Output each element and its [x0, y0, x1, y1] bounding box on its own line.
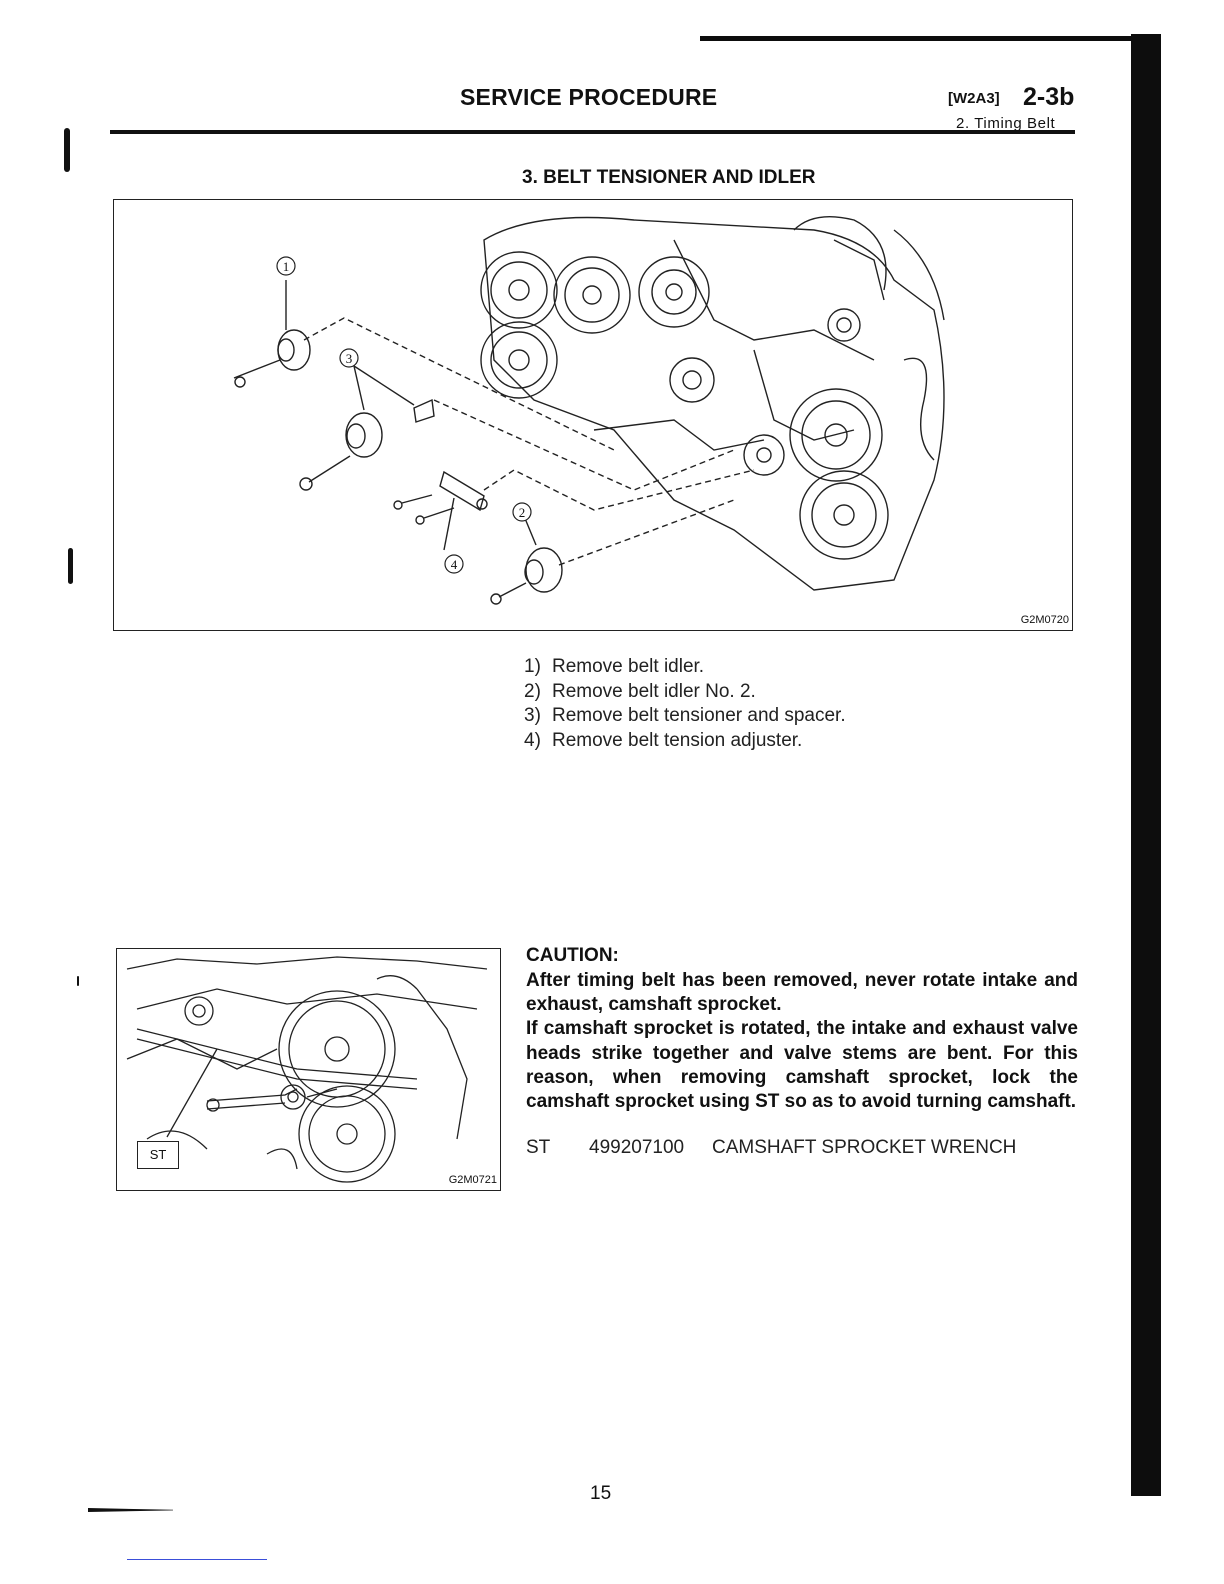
- list-item: 2) Remove belt idler No. 2.: [524, 680, 756, 702]
- header-rule: [110, 130, 1075, 134]
- st-label-box: [137, 1141, 179, 1169]
- figure-code: G2M0720: [1020, 614, 1069, 626]
- page-number: 15: [590, 1483, 612, 1504]
- list-item: 4) Remove belt tension adjuster.: [524, 729, 803, 751]
- caution-paragraph: After timing belt has been removed, never rotate intake and exhaust, camshaft sprocket.: [526, 970, 1078, 1016]
- camshaft-wrench-figure: [116, 948, 501, 1191]
- callout-2: 2: [518, 505, 526, 520]
- tool-label: ST: [526, 1137, 551, 1158]
- special-tool-line: [526, 1137, 1016, 1159]
- section-code: [W2A3]: [948, 90, 1000, 107]
- section-heading: 3. BELT TENSIONER AND IDLER: [522, 167, 816, 188]
- tool-number: 499207100: [589, 1137, 685, 1158]
- bottom-rule: [127, 1559, 267, 1560]
- tool-name: CAMSHAFT SPROCKET WRENCH: [712, 1137, 1017, 1158]
- caution-heading: CAUTION:: [526, 945, 619, 966]
- callout-4: 4: [450, 557, 458, 572]
- callout-3: 3: [345, 351, 353, 366]
- subsection-title: 2. Timing Belt: [956, 115, 1056, 132]
- top-rule: [700, 36, 1145, 41]
- bottom-mark: [88, 1508, 173, 1512]
- caution-body: [526, 969, 1078, 1114]
- binding-mark: [77, 976, 79, 986]
- st-label: ST: [149, 1147, 167, 1162]
- page-title: SERVICE PROCEDURE: [460, 84, 718, 110]
- caution-paragraph: If camshaft sprocket is rotated, the intake and exhaust valve heads strike together and valve stems are bent. For this reason, when removing camshaft sprocket, lock the camshaft sprocket using ST so as to avoid turning camshaft.: [526, 1018, 1078, 1113]
- list-item: 1) Remove belt idler.: [524, 656, 705, 677]
- figure-code: G2M0721: [448, 1174, 497, 1186]
- engine-exploded-figure: [113, 199, 1073, 631]
- procedure-steps: [524, 655, 846, 753]
- binding-mark: [64, 128, 70, 172]
- page-code: 2-3b: [1023, 83, 1075, 111]
- binding-mark: [68, 548, 73, 584]
- list-item: 3) Remove belt tensioner and spacer.: [524, 705, 846, 726]
- engine-illustration: [114, 200, 1071, 629]
- callout-1: 1: [282, 259, 290, 274]
- page-edge-bar: [1131, 34, 1161, 1496]
